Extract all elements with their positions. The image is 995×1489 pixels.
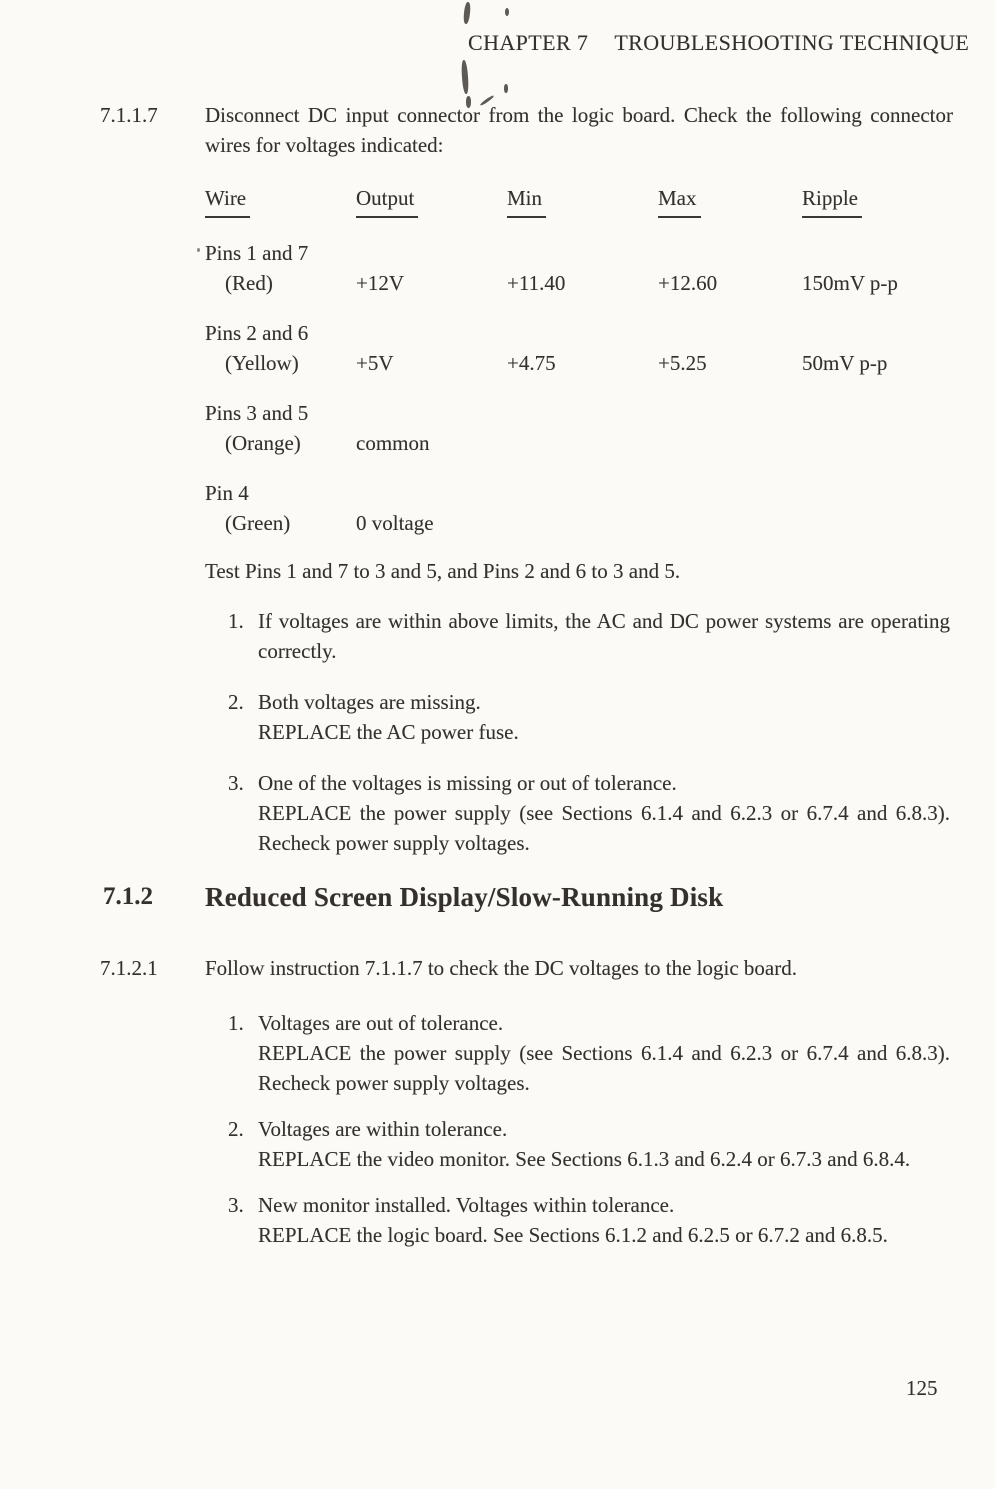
wire-color: (Orange) (225, 431, 301, 455)
list-item-line2: REPLACE the logic board. See Sections 6.1.2 and 6.2.5 or 6.7.2 and 6.8.5. (258, 1223, 888, 1247)
max-value: +12.60 (658, 271, 718, 295)
wire-color: (Red) (225, 271, 273, 295)
list-item-text (258, 1190, 950, 1250)
min-value: +11.40 (507, 271, 566, 295)
wire-cell (205, 478, 356, 538)
list-item-text (258, 606, 950, 666)
section-body: Follow instruction 7.1.1.7 to check the DC voltages to the logic board. (205, 956, 797, 980)
wire-color: (Yellow) (225, 351, 299, 375)
wire-cell (205, 398, 356, 458)
ink-smudge (505, 8, 509, 16)
col-header-output: Output (356, 183, 507, 218)
chapter-title: TROUBLESHOOTING TECHNIQUE (614, 30, 970, 55)
ripple-value (802, 478, 953, 538)
table-row (205, 478, 953, 538)
output-value: common (356, 431, 430, 455)
list-item-line2: REPLACE the power supply (see Sections 6.1.4 and 6.2.3 or 6.7.4 and 6.8.3). Recheck power supply voltages. (258, 1041, 950, 1095)
min-value (507, 478, 658, 538)
list-item-text (258, 768, 950, 858)
list-item-line2: REPLACE the power supply (see Sections 6.1.4 and 6.2.3 or 6.7.4 and 6.8.3). Recheck power supply voltages. (258, 801, 950, 855)
ink-smudge (461, 60, 469, 94)
voltage-table-header-row (205, 183, 953, 218)
wire-cell (205, 318, 356, 378)
ink-smudge (504, 84, 508, 93)
section-number: 7.1.2 (103, 883, 153, 910)
col-header-wire: Wire (205, 183, 356, 218)
list-item-line1: New monitor installed. Voltages within tolerance. (258, 1193, 675, 1217)
col-header-min: Min (507, 183, 658, 218)
output-value: 0 voltage (356, 511, 434, 535)
table-row (205, 398, 953, 458)
voltage-table (205, 183, 953, 538)
col-header-max: Max (658, 183, 802, 218)
list-7-1-2-1 (228, 1008, 950, 1266)
list-7-1-1-7 (228, 606, 950, 879)
wire-pins: Pins 3 and 5 (205, 401, 309, 425)
list-item-line2: REPLACE the AC power fuse. (258, 720, 519, 744)
list-item-line1: One of the voltages is missing or out of tolerance. (258, 771, 677, 795)
list-item (228, 687, 950, 747)
table-row (205, 238, 953, 298)
max-value: +5.25 (658, 351, 707, 375)
list-item-text (258, 687, 950, 747)
section-number: 7.1.1.7 (100, 103, 158, 127)
list-item-line1: Voltages are out of tolerance. (258, 1011, 504, 1035)
output-value: +12V (356, 271, 405, 295)
list-item-number: 1. (228, 609, 244, 633)
table-row (205, 318, 953, 378)
ink-smudge (197, 248, 200, 252)
ripple-value: 50mV p-p (802, 351, 888, 375)
list-item-line1: Both voltages are missing. (258, 690, 481, 714)
section-body: Disconnect DC input connector from the logic board. Check the following connector wires for voltages indicated: (205, 103, 953, 157)
chapter-header (468, 30, 969, 56)
output-value: +5V (356, 351, 394, 375)
min-value (507, 398, 658, 458)
list-item-number: 3. (228, 771, 244, 795)
list-item-line1: Voltages are within tolerance. (258, 1117, 508, 1141)
list-item-number: 3. (228, 1193, 244, 1217)
list-item-line1: If voltages are within above limits, the AC and DC power systems are operating correctly. (258, 609, 950, 663)
wire-pins: Pin 4 (205, 481, 249, 505)
wire-cell (205, 238, 356, 298)
wire-color: (Green) (225, 511, 291, 535)
ripple-value (802, 398, 953, 458)
list-item-text (258, 1114, 950, 1174)
wire-pins: Pins 2 and 6 (205, 321, 309, 345)
wire-pins: Pins 1 and 7 (205, 241, 309, 265)
list-item-number: 2. (228, 690, 244, 714)
list-item (228, 1008, 950, 1098)
ripple-value: 150mV p-p (802, 271, 898, 295)
list-item (228, 1114, 950, 1174)
test-instruction: Test Pins 1 and 7 to 3 and 5, and Pins 2 and 6 to 3 and 5. (205, 559, 681, 583)
section-number: 7.1.2.1 (100, 956, 158, 980)
list-item (228, 768, 950, 858)
list-item-text (258, 1008, 950, 1098)
max-value (658, 478, 802, 538)
chapter-label: CHAPTER 7 (468, 30, 589, 55)
ink-smudge (463, 2, 471, 25)
section-title: Reduced Screen Display/Slow-Running Disk (205, 882, 724, 912)
max-value (658, 398, 802, 458)
list-item (228, 1190, 950, 1250)
list-item-line2: REPLACE the video monitor. See Sections 6.1.3 and 6.2.4 or 6.7.3 and 6.8.4. (258, 1147, 911, 1171)
page-number: 125 (906, 1376, 938, 1400)
col-header-ripple: Ripple (802, 183, 953, 218)
min-value: +4.75 (507, 351, 556, 375)
list-item-number: 1. (228, 1011, 244, 1035)
list-item-number: 2. (228, 1117, 244, 1141)
list-item (228, 606, 950, 666)
